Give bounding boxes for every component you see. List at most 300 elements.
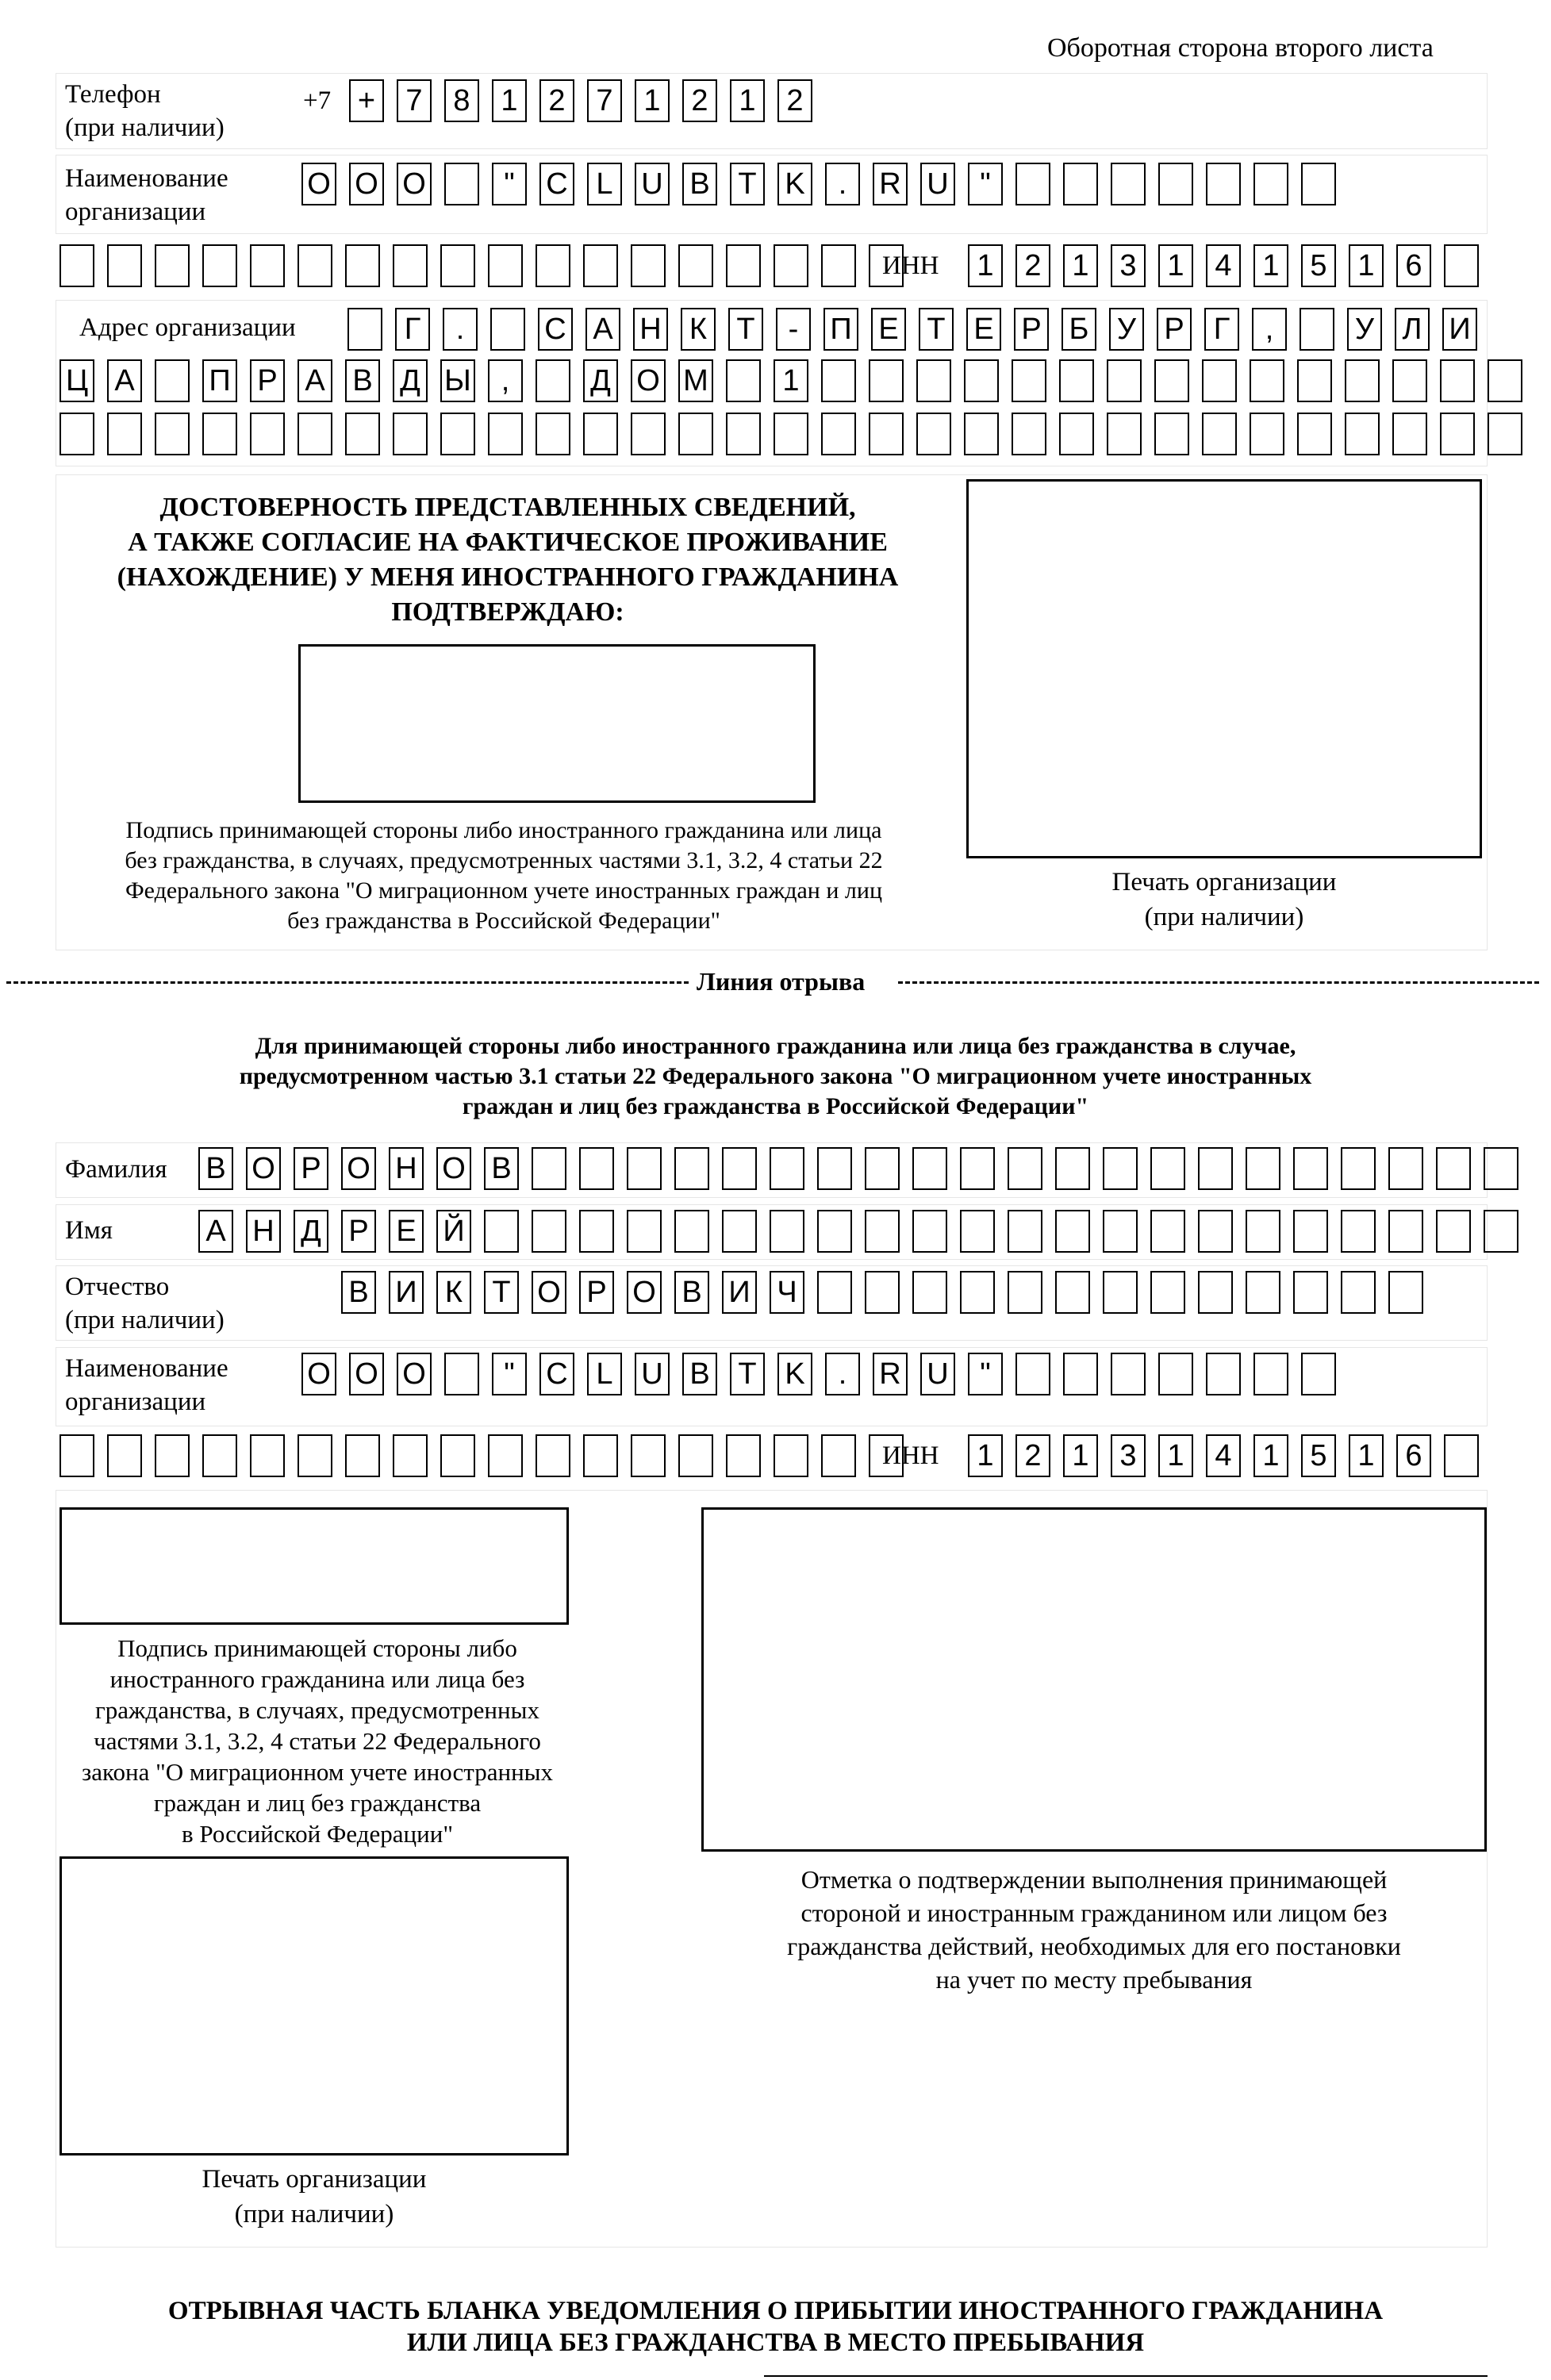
input-cell[interactable]: Р bbox=[250, 359, 285, 402]
input-cell[interactable] bbox=[532, 1147, 566, 1190]
input-cell[interactable]: А bbox=[585, 308, 620, 351]
input-cell[interactable]: R bbox=[873, 163, 908, 205]
input-cell[interactable] bbox=[770, 1147, 804, 1190]
input-cell[interactable]: . bbox=[825, 163, 860, 205]
input-cell[interactable]: U bbox=[920, 1353, 955, 1395]
input-cell[interactable] bbox=[345, 413, 380, 455]
input-cell[interactable] bbox=[532, 1210, 566, 1253]
input-cell[interactable]: " bbox=[968, 163, 1003, 205]
input-cell[interactable]: 1 bbox=[1158, 244, 1193, 287]
phone-cells[interactable] bbox=[349, 79, 812, 122]
input-cell[interactable] bbox=[298, 413, 332, 455]
input-cell[interactable]: B bbox=[682, 163, 717, 205]
input-cell[interactable] bbox=[579, 1210, 614, 1253]
input-cell[interactable] bbox=[1297, 413, 1332, 455]
input-cell[interactable]: К bbox=[436, 1271, 471, 1314]
input-cell[interactable]: Е bbox=[871, 308, 906, 351]
input-cell[interactable] bbox=[583, 413, 618, 455]
input-cell[interactable] bbox=[1488, 359, 1522, 402]
input-cell[interactable]: 2 bbox=[682, 79, 717, 122]
input-cell[interactable] bbox=[107, 244, 142, 287]
input-cell[interactable] bbox=[678, 413, 713, 455]
input-cell[interactable]: 1 bbox=[968, 1434, 1003, 1477]
detachable-intro: Для принимающей стороны либо иностранного гражданина или лица без гражданства в случае, предусмотренном частью 3.1 статьи 22 Федерального закона "О миграционном учете иностранных граждан и лиц без гражданства в Российской Федерации" bbox=[239, 1033, 1312, 1119]
input-cell[interactable] bbox=[536, 244, 570, 287]
input-cell[interactable] bbox=[1388, 1147, 1423, 1190]
input-cell[interactable]: 6 bbox=[1396, 244, 1431, 287]
surname-label: Фамилия bbox=[65, 1155, 167, 1184]
input-cell[interactable] bbox=[490, 308, 525, 351]
input-cell[interactable]: 1 bbox=[1349, 1434, 1384, 1477]
input-cell[interactable]: А bbox=[107, 359, 142, 402]
input-cell[interactable]: П bbox=[823, 308, 858, 351]
input-cell[interactable]: 1 bbox=[635, 79, 670, 122]
input-cell[interactable] bbox=[1055, 1147, 1090, 1190]
input-cell[interactable]: О bbox=[397, 1353, 432, 1395]
input-cell[interactable] bbox=[1345, 359, 1380, 402]
input-cell[interactable]: С bbox=[538, 308, 573, 351]
input-cell[interactable]: О bbox=[341, 1147, 376, 1190]
input-cell[interactable] bbox=[960, 1210, 995, 1253]
input-cell[interactable] bbox=[674, 1147, 709, 1190]
detachable-inn-cells[interactable] bbox=[968, 1434, 1479, 1477]
input-cell[interactable] bbox=[912, 1210, 947, 1253]
input-cell[interactable]: Е bbox=[389, 1210, 424, 1253]
input-cell[interactable]: О bbox=[301, 163, 336, 205]
input-cell[interactable] bbox=[1392, 413, 1427, 455]
input-cell[interactable]: О bbox=[301, 1353, 336, 1395]
name-cells[interactable] bbox=[198, 1210, 1518, 1253]
input-cell[interactable]: Г bbox=[1204, 308, 1239, 351]
input-cell[interactable]: L bbox=[587, 163, 622, 205]
input-cell[interactable] bbox=[579, 1147, 614, 1190]
input-cell[interactable]: 5 bbox=[1301, 244, 1336, 287]
input-cell[interactable] bbox=[1150, 1271, 1185, 1314]
input-cell[interactable] bbox=[440, 1434, 475, 1477]
input-cell[interactable]: 4 bbox=[1206, 1434, 1241, 1477]
input-cell[interactable] bbox=[1444, 1434, 1479, 1477]
input-cell[interactable] bbox=[250, 244, 285, 287]
input-cell[interactable] bbox=[912, 1147, 947, 1190]
input-cell[interactable]: У bbox=[1109, 308, 1144, 351]
input-cell[interactable]: Б bbox=[1062, 308, 1096, 351]
input-cell[interactable] bbox=[1158, 1353, 1193, 1395]
input-cell[interactable]: С bbox=[539, 163, 574, 205]
input-cell[interactable]: Т bbox=[484, 1271, 519, 1314]
input-cell[interactable] bbox=[1392, 359, 1427, 402]
input-cell[interactable] bbox=[821, 359, 856, 402]
input-cell[interactable]: Л bbox=[1395, 308, 1430, 351]
input-cell[interactable] bbox=[440, 244, 475, 287]
input-cell[interactable] bbox=[1253, 163, 1288, 205]
confirmation-mark-box[interactable] bbox=[701, 1507, 1487, 1852]
input-cell[interactable] bbox=[1055, 1271, 1090, 1314]
input-cell[interactable] bbox=[155, 359, 190, 402]
input-cell[interactable] bbox=[1055, 1210, 1090, 1253]
input-cell[interactable]: 1 bbox=[1063, 244, 1098, 287]
input-cell[interactable] bbox=[1388, 1271, 1423, 1314]
input-cell[interactable] bbox=[1198, 1271, 1233, 1314]
input-cell[interactable] bbox=[1253, 1353, 1288, 1395]
input-cell[interactable]: О bbox=[631, 359, 666, 402]
input-cell[interactable] bbox=[488, 413, 523, 455]
input-cell[interactable] bbox=[1250, 359, 1284, 402]
input-cell[interactable] bbox=[821, 1434, 856, 1477]
input-cell[interactable]: Т bbox=[728, 308, 763, 351]
input-cell[interactable] bbox=[298, 244, 332, 287]
input-cell[interactable]: - bbox=[776, 308, 811, 351]
input-cell[interactable] bbox=[1015, 1353, 1050, 1395]
input-cell[interactable] bbox=[440, 413, 475, 455]
input-cell[interactable] bbox=[155, 413, 190, 455]
input-cell[interactable]: 7 bbox=[587, 79, 622, 122]
input-cell[interactable] bbox=[1440, 359, 1475, 402]
input-cell[interactable]: . bbox=[443, 308, 478, 351]
input-cell[interactable] bbox=[821, 413, 856, 455]
input-cell[interactable] bbox=[774, 413, 808, 455]
address-cells-row3[interactable] bbox=[60, 413, 1522, 455]
stamp-box[interactable] bbox=[966, 479, 1482, 858]
input-cell[interactable]: О bbox=[532, 1271, 566, 1314]
input-cell[interactable] bbox=[1488, 413, 1522, 455]
input-cell[interactable]: 4 bbox=[1206, 244, 1241, 287]
input-cell[interactable] bbox=[960, 1147, 995, 1190]
input-cell[interactable] bbox=[726, 244, 761, 287]
input-cell[interactable]: 1 bbox=[968, 244, 1003, 287]
input-cell[interactable]: U bbox=[635, 163, 670, 205]
input-cell[interactable]: К bbox=[681, 308, 716, 351]
input-cell[interactable] bbox=[1300, 308, 1334, 351]
input-cell[interactable] bbox=[1154, 413, 1189, 455]
input-cell[interactable] bbox=[1059, 413, 1094, 455]
input-cell[interactable] bbox=[536, 413, 570, 455]
input-cell[interactable]: " bbox=[492, 1353, 527, 1395]
input-cell[interactable] bbox=[774, 244, 808, 287]
input-cell[interactable] bbox=[1107, 413, 1142, 455]
organization-cells-row2[interactable] bbox=[60, 244, 904, 287]
input-cell[interactable]: О bbox=[436, 1147, 471, 1190]
input-cell[interactable] bbox=[1436, 1210, 1471, 1253]
input-cell[interactable]: В bbox=[674, 1271, 709, 1314]
input-cell[interactable]: И bbox=[722, 1271, 757, 1314]
input-cell[interactable] bbox=[347, 308, 382, 351]
input-cell[interactable] bbox=[1341, 1210, 1376, 1253]
input-cell[interactable] bbox=[345, 1434, 380, 1477]
input-cell[interactable]: 1 bbox=[1063, 1434, 1098, 1477]
input-cell[interactable] bbox=[674, 1210, 709, 1253]
address-cells-row1[interactable] bbox=[347, 308, 1477, 351]
input-cell[interactable] bbox=[1297, 359, 1332, 402]
input-cell[interactable] bbox=[1015, 163, 1050, 205]
input-cell[interactable] bbox=[444, 163, 479, 205]
input-cell[interactable] bbox=[1059, 359, 1094, 402]
input-cell[interactable]: П bbox=[202, 359, 237, 402]
input-cell[interactable]: Д bbox=[294, 1210, 328, 1253]
input-cell[interactable] bbox=[1246, 1210, 1280, 1253]
input-cell[interactable]: U bbox=[920, 163, 955, 205]
signature-box[interactable] bbox=[298, 644, 816, 803]
input-cell[interactable] bbox=[393, 413, 428, 455]
input-cell[interactable] bbox=[1341, 1271, 1376, 1314]
input-cell[interactable] bbox=[1150, 1147, 1185, 1190]
input-cell[interactable] bbox=[1388, 1210, 1423, 1253]
input-cell[interactable] bbox=[916, 359, 951, 402]
input-cell[interactable] bbox=[1484, 1147, 1518, 1190]
input-cell[interactable]: Н bbox=[389, 1147, 424, 1190]
input-cell[interactable]: 1 bbox=[730, 79, 765, 122]
input-cell[interactable] bbox=[1246, 1147, 1280, 1190]
input-cell[interactable] bbox=[1012, 413, 1046, 455]
input-cell[interactable]: 1 bbox=[1253, 1434, 1288, 1477]
input-cell[interactable] bbox=[770, 1210, 804, 1253]
input-cell[interactable] bbox=[298, 1434, 332, 1477]
input-cell[interactable] bbox=[1063, 1353, 1098, 1395]
input-cell[interactable] bbox=[444, 1353, 479, 1395]
input-cell[interactable] bbox=[865, 1271, 900, 1314]
input-cell[interactable] bbox=[155, 244, 190, 287]
input-cell[interactable]: " bbox=[492, 163, 527, 205]
input-cell[interactable] bbox=[865, 1147, 900, 1190]
input-cell[interactable] bbox=[1301, 163, 1336, 205]
input-cell[interactable] bbox=[1198, 1147, 1233, 1190]
input-cell[interactable] bbox=[1250, 413, 1284, 455]
input-cell[interactable]: С bbox=[539, 1353, 574, 1395]
input-cell[interactable]: B bbox=[682, 1353, 717, 1395]
input-cell[interactable]: Р bbox=[579, 1271, 614, 1314]
input-cell[interactable] bbox=[1345, 413, 1380, 455]
input-cell[interactable] bbox=[488, 1434, 523, 1477]
input-cell[interactable]: U bbox=[635, 1353, 670, 1395]
input-cell[interactable]: 5 bbox=[1301, 1434, 1336, 1477]
input-cell[interactable]: 2 bbox=[1015, 244, 1050, 287]
input-cell[interactable] bbox=[1158, 163, 1193, 205]
input-cell[interactable] bbox=[631, 413, 666, 455]
input-cell[interactable]: 6 bbox=[1396, 1434, 1431, 1477]
patronymic-cells[interactable] bbox=[341, 1271, 1423, 1314]
input-cell[interactable] bbox=[1202, 359, 1237, 402]
input-cell[interactable]: Е bbox=[966, 308, 1001, 351]
input-cell[interactable] bbox=[1202, 413, 1237, 455]
input-cell[interactable] bbox=[817, 1210, 852, 1253]
input-cell[interactable]: 3 bbox=[1111, 1434, 1146, 1477]
input-cell[interactable] bbox=[583, 244, 618, 287]
input-cell[interactable] bbox=[1107, 359, 1142, 402]
input-cell[interactable]: L bbox=[587, 1353, 622, 1395]
input-cell[interactable]: В bbox=[345, 359, 380, 402]
input-cell[interactable]: О bbox=[397, 163, 432, 205]
input-cell[interactable] bbox=[1440, 413, 1475, 455]
input-cell[interactable] bbox=[250, 1434, 285, 1477]
input-cell[interactable]: Ц bbox=[60, 359, 94, 402]
input-cell[interactable]: , bbox=[1252, 308, 1287, 351]
input-cell[interactable]: 1 bbox=[1158, 1434, 1193, 1477]
input-cell[interactable] bbox=[1012, 359, 1046, 402]
page-side-label: Оборотная сторона второго листа bbox=[1047, 33, 1434, 63]
input-cell[interactable] bbox=[869, 413, 904, 455]
organization-cells-row1[interactable] bbox=[301, 163, 1336, 205]
input-cell[interactable] bbox=[1103, 1271, 1138, 1314]
input-cell[interactable] bbox=[583, 1434, 618, 1477]
confirmation-heading: ДОСТОВЕРНОСТЬ ПРЕДСТАВЛЕННЫХ СВЕДЕНИЙ, А ТАКЖЕ СОГЛАСИЕ НА ФАКТИЧЕСКОЕ ПРОЖИВАНИЕ (НАХОЖДЕНИЕ) У МЕНЯ ИНОСТРАННОГО ГРАЖДАНИНА ПОДТВЕРЖДАЮ: bbox=[117, 493, 899, 627]
input-cell[interactable] bbox=[1293, 1210, 1328, 1253]
input-cell[interactable]: О bbox=[627, 1271, 662, 1314]
input-cell[interactable] bbox=[678, 244, 713, 287]
surname-cells[interactable] bbox=[198, 1147, 1518, 1190]
input-cell[interactable] bbox=[964, 359, 999, 402]
input-cell[interactable]: Ч bbox=[770, 1271, 804, 1314]
input-cell[interactable]: , bbox=[488, 359, 523, 402]
input-cell[interactable]: K bbox=[777, 1353, 812, 1395]
input-cell[interactable] bbox=[817, 1147, 852, 1190]
input-cell[interactable]: Д bbox=[583, 359, 618, 402]
input-cell[interactable] bbox=[155, 1434, 190, 1477]
input-cell[interactable] bbox=[1206, 1353, 1241, 1395]
input-cell[interactable]: + bbox=[349, 79, 384, 122]
input-cell[interactable]: А bbox=[298, 359, 332, 402]
input-cell[interactable] bbox=[250, 413, 285, 455]
input-cell[interactable] bbox=[1103, 1147, 1138, 1190]
input-cell[interactable] bbox=[726, 1434, 761, 1477]
input-cell[interactable]: Н bbox=[246, 1210, 281, 1253]
input-cell[interactable] bbox=[774, 1434, 808, 1477]
input-cell[interactable]: Р bbox=[1014, 308, 1049, 351]
detachable-organization-cells-row1[interactable] bbox=[301, 1353, 1336, 1395]
input-cell[interactable]: У bbox=[1347, 308, 1382, 351]
detachable-stamp-caption: Печать организации (при наличии) bbox=[202, 2165, 427, 2228]
input-cell[interactable]: В bbox=[484, 1147, 519, 1190]
input-cell[interactable] bbox=[912, 1271, 947, 1314]
input-cell[interactable] bbox=[627, 1210, 662, 1253]
input-cell[interactable] bbox=[1293, 1271, 1328, 1314]
input-cell[interactable] bbox=[1008, 1271, 1042, 1314]
input-cell[interactable] bbox=[1444, 244, 1479, 287]
input-cell[interactable]: 3 bbox=[1111, 244, 1146, 287]
input-cell[interactable]: Н bbox=[633, 308, 668, 351]
input-cell[interactable] bbox=[345, 244, 380, 287]
input-cell[interactable] bbox=[1301, 1353, 1336, 1395]
input-cell[interactable]: 1 bbox=[1253, 244, 1288, 287]
input-cell[interactable] bbox=[726, 359, 761, 402]
input-cell[interactable] bbox=[1341, 1147, 1376, 1190]
input-cell[interactable]: 1 bbox=[492, 79, 527, 122]
input-cell[interactable] bbox=[869, 359, 904, 402]
input-cell[interactable] bbox=[393, 244, 428, 287]
input-cell[interactable] bbox=[202, 1434, 237, 1477]
address-cells-row2[interactable] bbox=[60, 359, 1522, 402]
input-cell[interactable] bbox=[1111, 163, 1146, 205]
input-cell[interactable] bbox=[1246, 1271, 1280, 1314]
input-cell[interactable]: И bbox=[389, 1271, 424, 1314]
input-cell[interactable]: В bbox=[198, 1147, 233, 1190]
input-cell[interactable] bbox=[1150, 1210, 1185, 1253]
input-cell[interactable]: K bbox=[777, 163, 812, 205]
input-cell[interactable]: Р bbox=[294, 1147, 328, 1190]
input-cell[interactable] bbox=[1436, 1147, 1471, 1190]
input-cell[interactable]: Г bbox=[395, 308, 430, 351]
input-cell[interactable] bbox=[722, 1147, 757, 1190]
detachable-signature-box[interactable] bbox=[60, 1507, 569, 1625]
input-cell[interactable]: 7 bbox=[397, 79, 432, 122]
input-cell[interactable]: 2 bbox=[777, 79, 812, 122]
input-cell[interactable]: И bbox=[1442, 308, 1477, 351]
input-cell[interactable] bbox=[536, 1434, 570, 1477]
input-cell[interactable] bbox=[1103, 1210, 1138, 1253]
input-cell[interactable]: R bbox=[873, 1353, 908, 1395]
input-cell[interactable] bbox=[60, 413, 94, 455]
input-cell[interactable] bbox=[627, 1147, 662, 1190]
input-cell[interactable] bbox=[631, 1434, 666, 1477]
input-cell[interactable]: 1 bbox=[774, 359, 808, 402]
input-cell[interactable] bbox=[678, 1434, 713, 1477]
input-cell[interactable] bbox=[60, 244, 94, 287]
input-cell[interactable] bbox=[1206, 163, 1241, 205]
input-cell[interactable]: О bbox=[349, 163, 384, 205]
inn-cells[interactable] bbox=[968, 244, 1479, 287]
detachable-stamp-box[interactable] bbox=[60, 1856, 569, 2155]
input-cell[interactable] bbox=[60, 1434, 94, 1477]
input-cell[interactable] bbox=[960, 1271, 995, 1314]
input-cell[interactable] bbox=[1484, 1210, 1518, 1253]
input-cell[interactable] bbox=[202, 413, 237, 455]
input-cell[interactable]: Р bbox=[1157, 308, 1192, 351]
input-cell[interactable]: О bbox=[349, 1353, 384, 1395]
input-cell[interactable]: Т bbox=[919, 308, 954, 351]
input-cell[interactable] bbox=[107, 413, 142, 455]
input-cell[interactable] bbox=[817, 1271, 852, 1314]
input-cell[interactable]: А bbox=[198, 1210, 233, 1253]
input-cell[interactable]: T bbox=[730, 1353, 765, 1395]
input-cell[interactable] bbox=[865, 1210, 900, 1253]
input-cell[interactable] bbox=[484, 1210, 519, 1253]
input-cell[interactable]: 8 bbox=[444, 79, 479, 122]
input-cell[interactable]: " bbox=[968, 1353, 1003, 1395]
input-cell[interactable]: 1 bbox=[1349, 244, 1384, 287]
input-cell[interactable]: 2 bbox=[539, 79, 574, 122]
input-cell[interactable] bbox=[1063, 163, 1098, 205]
input-cell[interactable] bbox=[964, 413, 999, 455]
input-cell[interactable]: . bbox=[825, 1353, 860, 1395]
input-cell[interactable] bbox=[1111, 1353, 1146, 1395]
input-cell[interactable] bbox=[1008, 1210, 1042, 1253]
detachable-organization-cells-row2[interactable] bbox=[60, 1434, 904, 1477]
input-cell[interactable] bbox=[1293, 1147, 1328, 1190]
input-cell[interactable] bbox=[536, 359, 570, 402]
phone-label: Телефон (при наличии) bbox=[65, 80, 225, 142]
input-cell[interactable] bbox=[722, 1210, 757, 1253]
input-cell[interactable] bbox=[107, 1434, 142, 1477]
input-cell[interactable] bbox=[726, 413, 761, 455]
input-cell[interactable] bbox=[488, 244, 523, 287]
input-cell[interactable] bbox=[916, 413, 951, 455]
input-cell[interactable]: 2 bbox=[1015, 1434, 1050, 1477]
input-cell[interactable]: Ы bbox=[440, 359, 475, 402]
input-cell[interactable] bbox=[393, 1434, 428, 1477]
input-cell[interactable]: T bbox=[730, 163, 765, 205]
input-cell[interactable]: О bbox=[246, 1147, 281, 1190]
input-cell[interactable]: Р bbox=[341, 1210, 376, 1253]
input-cell[interactable] bbox=[1198, 1210, 1233, 1253]
input-cell[interactable]: В bbox=[341, 1271, 376, 1314]
input-cell[interactable]: Й bbox=[436, 1210, 471, 1253]
name-label: Имя bbox=[65, 1216, 113, 1245]
input-cell[interactable] bbox=[1008, 1147, 1042, 1190]
input-cell[interactable] bbox=[1154, 359, 1189, 402]
input-cell[interactable] bbox=[631, 244, 666, 287]
input-cell[interactable]: Д bbox=[393, 359, 428, 402]
input-cell[interactable] bbox=[821, 244, 856, 287]
input-cell[interactable]: М bbox=[678, 359, 713, 402]
input-cell[interactable] bbox=[202, 244, 237, 287]
